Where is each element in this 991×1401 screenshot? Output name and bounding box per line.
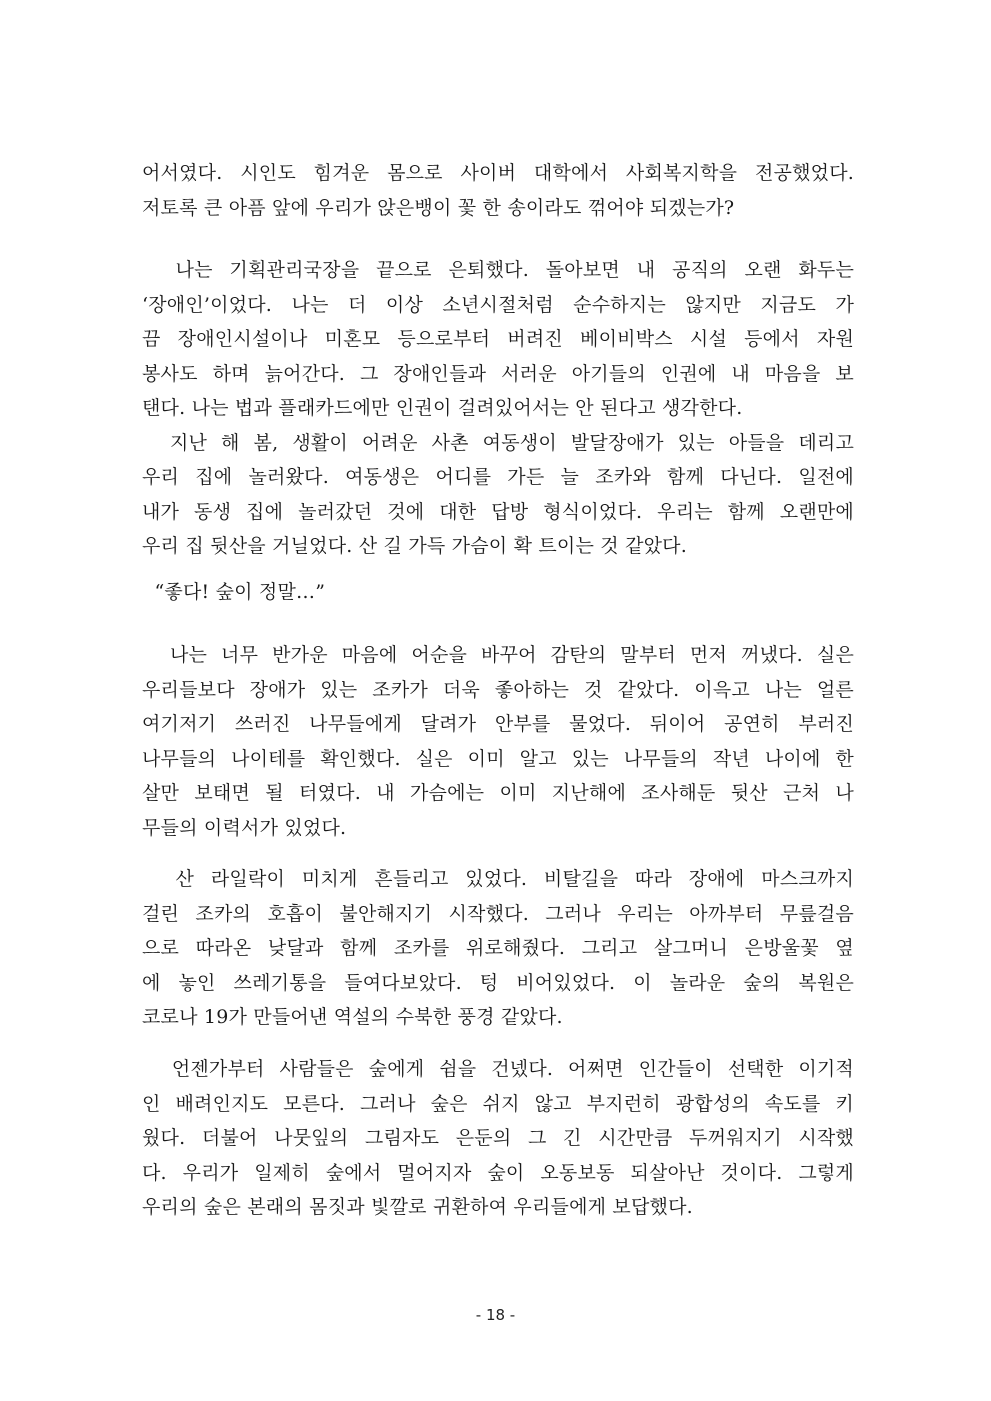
text-line: 끔 장애인시설이나 미혼모 등으로부터 버려진 베이비박스 시설 등에서 자원 <box>142 328 854 350</box>
quote-line: “좋다! 숲이 정말…” <box>142 581 326 603</box>
text-line: 코로나 19가 만들어낸 역설의 수북한 풍경 같았다. <box>142 1006 563 1028</box>
text-line: 무들의 이력서가 있었다. <box>142 816 347 839</box>
text-line: 인 배려인지도 모른다. 그러나 숲은 쉬지 않고 부지런히 광합성의 속도를 키 <box>142 1092 854 1115</box>
paragraph-6 <box>142 1052 854 1225</box>
text-line: 내가 동생 집에 놀러갔던 것에 대한 답방 형식이었다. 우리는 함께 오랜만에 <box>142 500 854 523</box>
text-line: 으로 따라온 낮달과 함께 조카를 위로해줬다. 그리고 살그머니 은방울꽃 옆 <box>142 937 854 959</box>
text-line: 웠다. 더불어 나뭇잎의 그림자도 은둔의 그 긴 시간만큼 두꺼워지기 시작했 <box>142 1127 854 1149</box>
text-line: 에 놓인 쓰레기통을 들여다보았다. 텅 비어있었다. 이 놀라운 숲의 복원은 <box>142 971 854 994</box>
text-line: 우리의 숲은 본래의 몸짓과 빛깔로 귀환하여 우리들에게 보답했다. <box>142 1196 693 1218</box>
text-line: 우리들보다 장애가 있는 조카가 더욱 좋아하는 것 같았다. 이윽고 나는 얼른 <box>142 678 854 701</box>
text-line: 산 라일락이 미치게 흔들리고 있었다. 비탈길을 따라 장애에 마스크까지 <box>142 868 854 890</box>
text-line: 우리 집 뒷산을 거닐었다. 산 길 가득 가슴이 확 트이는 것 같았다. <box>142 535 687 557</box>
paragraph-2 <box>142 253 854 564</box>
page-number: - 18 - <box>475 1306 516 1324</box>
text-line: 나는 너무 반가운 마음에 어순을 바꾸어 감탄의 말부터 먼저 꺼냈다. 실은 <box>142 644 854 666</box>
paragraph-1 <box>142 156 854 225</box>
text-line: 탠다. 나는 법과 플래카드에만 인권이 걸려있어서는 안 된다고 생각한다. <box>142 397 743 419</box>
text-line: 살만 보태면 될 터였다. 내 가슴에는 이미 지난해에 조사해둔 뒷산 근처 나 <box>142 782 854 804</box>
paragraph-4 <box>142 638 854 845</box>
text-line: 어서였다. 시인도 힘겨운 몸으로 사이버 대학에서 사회복지학을 전공했었다. <box>142 162 854 184</box>
text-line: 봉사도 하며 늙어간다. 그 장애인들과 서러운 아기들의 인권에 내 마음을 보 <box>142 362 854 385</box>
paragraph-3-quote <box>142 575 854 610</box>
text-line: 나는 기획관리국장을 끝으로 은퇴했다. 돌아보면 내 공직의 오랜 화두는 <box>142 259 854 281</box>
text-line: ‘장애인’이었다. 나는 더 이상 소년시절처럼 순수하지는 않지만 지금도 가 <box>142 293 854 316</box>
text-line: 저토록 큰 아픔 앞에 우리가 앉은뱅이 꽃 한 송이라도 꺾어야 되겠는가? <box>142 196 735 219</box>
text-line: 다. 우리가 일제히 숲에서 멀어지자 숲이 오동보동 되살아난 것이다. 그렇게 <box>142 1161 854 1184</box>
text-line: 나무들의 나이테를 확인했다. 실은 이미 알고 있는 나무들의 작년 나이에 한 <box>142 747 854 770</box>
text-line: 지난 해 봄, 생활이 어려운 사촌 여동생이 발달장애가 있는 아들을 데리고 <box>142 431 854 454</box>
text-line: 걸린 조카의 호흡이 불안해지기 시작했다. 그러나 우리는 아까부터 무릎걸음 <box>142 902 854 925</box>
text-line: 여기저기 쓰러진 나무들에게 달려가 안부를 물었다. 뒤이어 공연히 부러진 <box>142 713 854 735</box>
paragraph-5 <box>142 862 854 1035</box>
text-line: 언젠가부터 사람들은 숲에게 쉼을 건넸다. 어쩌면 인간들이 선택한 이기적 <box>142 1058 854 1080</box>
text-line: 우리 집에 놀러왔다. 여동생은 어디를 가든 늘 조카와 함께 다닌다. 일전에 <box>142 466 854 488</box>
